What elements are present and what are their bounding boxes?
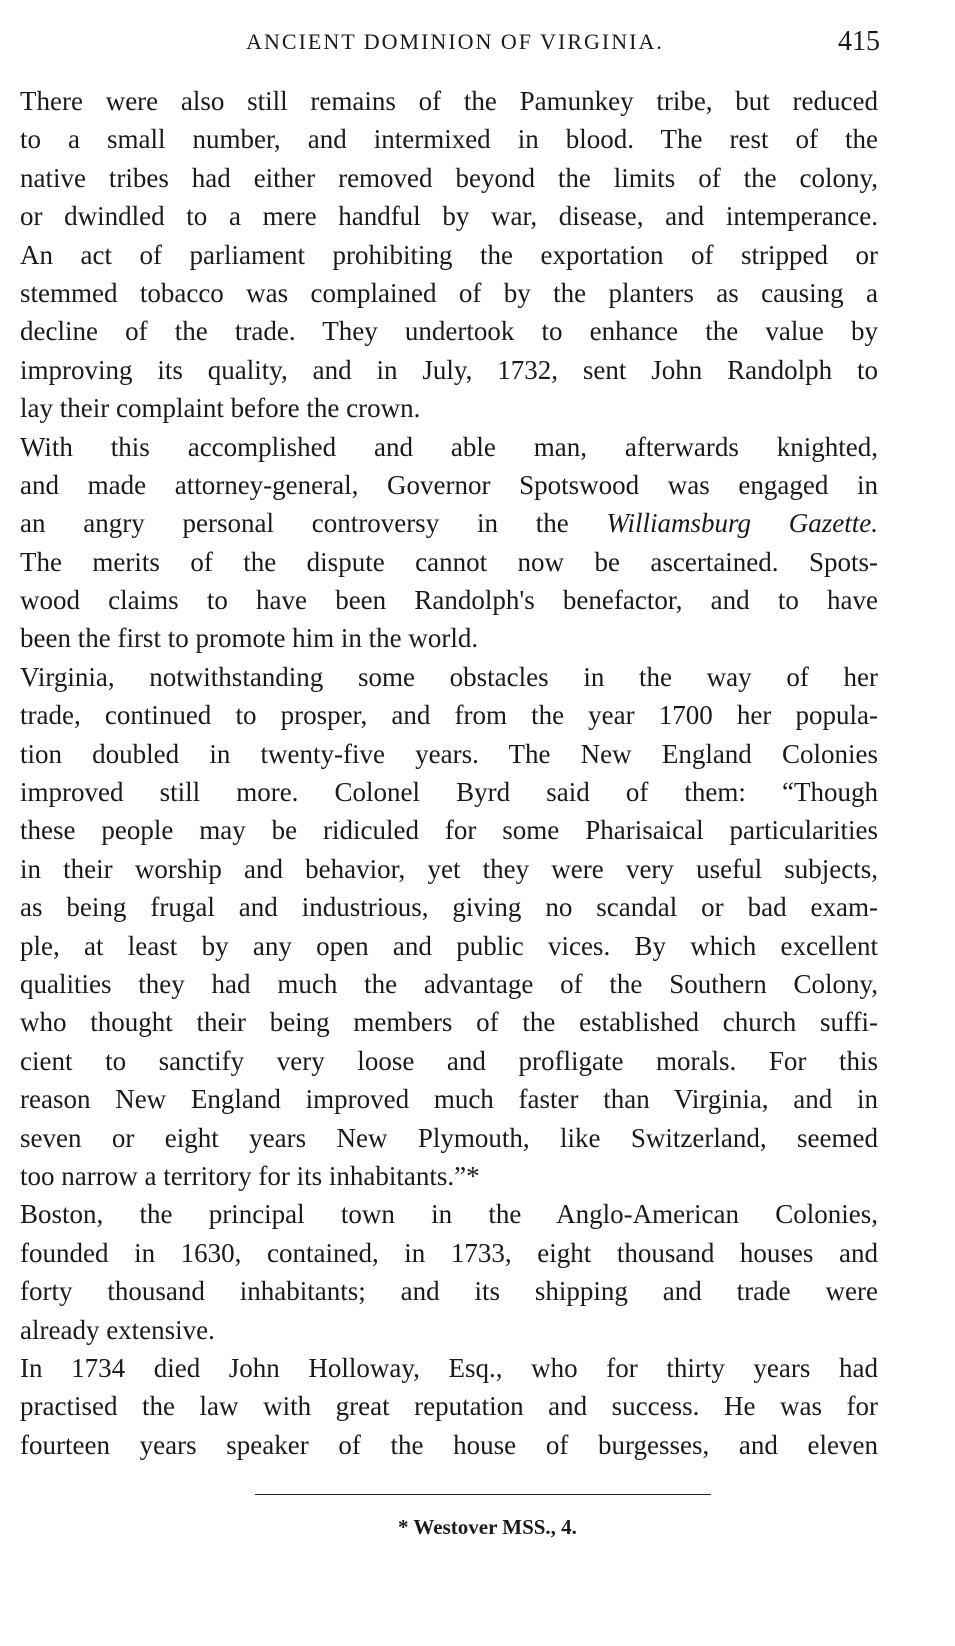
text-line: been the first to promote him in the world. — [20, 623, 479, 654]
text-line: founded in 1630, contained, in 1733, eight thousand houses and — [20, 1237, 878, 1268]
text-line: ple, at least by any open and public vices. By which excellent — [20, 930, 878, 961]
running-title: ANCIENT DOMINION OF VIRGINIA. — [246, 29, 664, 54]
text-line: decline of the trade. They undertook to enhance the value by — [20, 316, 878, 347]
footnote: * Westover MSS., 4. — [398, 1515, 577, 1539]
text-line: these people may be ridiculed for some Pharisaical particularities — [20, 815, 878, 846]
text-line: forty thousand inhabitants; and its shipping and trade were — [20, 1276, 878, 1307]
text-line: Boston, the principal town in the Anglo-American Colonies, — [20, 1199, 878, 1230]
text-line: and made attorney-general, Governor Spotswood was engaged in — [20, 469, 878, 500]
text-line: In 1734 died John Holloway, Esq., who for thirty years had — [20, 1352, 878, 1383]
text-line: as being frugal and industrious, giving no scandal or bad exam- — [20, 892, 878, 923]
page-number: 415 — [838, 26, 880, 57]
text-line: The merits of the dispute cannot now be ascertained. Spots- — [20, 546, 878, 577]
text-line: in their worship and behavior, yet they were very useful subjects, — [20, 853, 878, 884]
text-line: native tribes had either removed beyond the limits of the colony, — [20, 162, 878, 193]
text-line-with-title — [20, 504, 878, 542]
paragraph-boston — [20, 1195, 878, 1349]
text-line: improving its quality, and in July, 1732, sent John Randolph to — [20, 354, 878, 385]
text-line: Virginia, notwithstanding some obstacles in the way of her — [20, 661, 878, 692]
text-line: already extensive. — [20, 1314, 215, 1345]
text-line: tion doubled in twenty-five years. The New England Colonies — [20, 738, 878, 769]
text-line: An act of parliament prohibiting the exportation of stripped or — [20, 239, 878, 270]
text-line: practised the law with great reputation and success. He was for — [20, 1391, 878, 1422]
text-line: There were also still remains of the Pamunkey tribe, but reduced — [20, 86, 878, 116]
body-text — [20, 82, 878, 1464]
text-line: wood claims to have been Randolph's benefactor, and to have — [20, 585, 878, 616]
paragraph-pamunkey — [20, 82, 878, 428]
footnote-rule — [255, 1494, 711, 1495]
text-line: trade, continued to prosper, and from the year 1700 her popula- — [20, 700, 878, 731]
newspaper-title: Williamsburg Gazette. — [606, 508, 879, 539]
text-line: seven or eight years New Plymouth, like Switzerland, seemed — [20, 1122, 878, 1153]
text-line: lay their complaint before the crown. — [20, 393, 421, 424]
text-line: too narrow a territory for its inhabitants.”* — [20, 1160, 480, 1191]
text-line: cient to sanctify very loose and profligate morals. For this — [20, 1045, 878, 1076]
text-line: or dwindled to a mere handful by war, disease, and intemperance. — [20, 201, 878, 232]
text-line: stemmed tobacco was complained of by the planters as causing a — [20, 277, 878, 308]
text-line: fourteen years speaker of the house of burgesses, and eleven — [20, 1429, 878, 1460]
paragraph-virginia-prosper — [20, 658, 878, 1195]
text-line: reason New England improved much faster than Virginia, and in — [20, 1084, 878, 1115]
paragraph-randolph — [20, 428, 878, 658]
text-line: improved still more. Colonel Byrd said of them: “Though — [20, 777, 878, 808]
paragraph-holloway — [20, 1349, 878, 1464]
running-head — [20, 26, 880, 58]
text-line-start: an angry personal controversy in the — [20, 508, 569, 539]
text-line: With this accomplished and able man, afterwards knighted, — [20, 431, 878, 462]
text-line: who thought their being members of the established church suffi- — [20, 1007, 878, 1038]
text-line: qualities they had much the advantage of the Southern Colony, — [20, 968, 878, 999]
text-line: to a small number, and intermixed in blood. The rest of the — [20, 124, 878, 155]
